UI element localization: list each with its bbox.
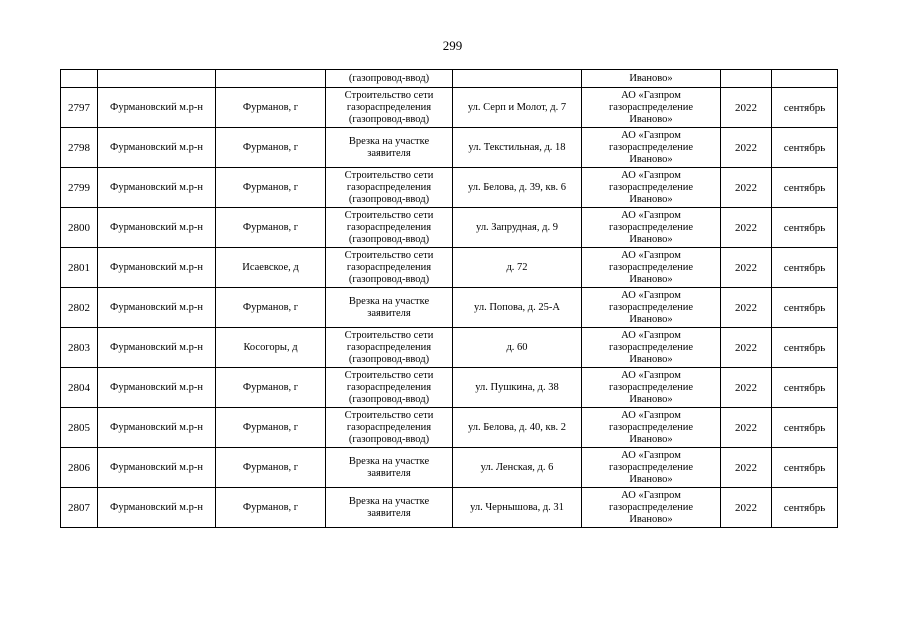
table-row [61,488,838,528]
cell-year: 2022 [721,448,772,488]
cell-settlement [216,70,326,88]
table-row [61,328,838,368]
table-row [61,88,838,128]
cell-work-type [326,168,453,208]
cell-address: ул. Серп и Молот, д. 7 [453,88,582,128]
cell-settlement: Исаевское, д [216,248,326,288]
cell-district: Фурмановский м.р-н [98,368,216,408]
cell-work-type [326,448,453,488]
cell-work-type-line: Строительство сети [344,89,434,101]
cell-contractor-line: газораспределение [608,501,694,513]
cell-district [98,70,216,88]
cell-work-type [326,328,453,368]
cell-contractor-line: АО «Газпром [621,489,681,501]
table-body [61,70,838,528]
cell-year: 2022 [721,328,772,368]
cell-contractor-line: газораспределение [608,341,694,353]
cell-work-type-line: Строительство сети [344,409,434,421]
cell-num: 2803 [61,328,98,368]
cell-work-type-line: газораспределения [346,181,432,193]
cell-contractor-line: Иваново» [629,113,673,125]
cell-month: сентябрь [772,208,838,248]
cell-address: д. 72 [453,248,582,288]
cell-contractor-line: газораспределение [608,461,694,473]
cell-contractor [582,288,721,328]
cell-settlement: Фурманов, г [216,488,326,528]
continuation-row [61,70,838,88]
cell-contractor [582,128,721,168]
cell-work-type-line: газораспределения [346,381,432,393]
cell-contractor [582,368,721,408]
cell-address: ул. Белова, д. 39, кв. 6 [453,168,582,208]
cell-num: 2798 [61,128,98,168]
cell-work-type-line: заявителя [367,307,411,319]
cell-address: д. 60 [453,328,582,368]
cell-work-type-line: заявителя [367,467,411,479]
cell-district: Фурмановский м.р-н [98,408,216,448]
cell-address: ул. Ленская, д. 6 [453,448,582,488]
cell-work-type-line: (газопровод-ввод) [348,393,430,405]
cell-work-type-line: Строительство сети [344,209,434,221]
cell-address: ул. Чернышова, д. 31 [453,488,582,528]
cell-num: 2801 [61,248,98,288]
cell-contractor-line: Иваново» [629,193,673,205]
cell-contractor [582,408,721,448]
cell-contractor [582,328,721,368]
cell-year: 2022 [721,408,772,448]
cell-contractor-line: АО «Газпром [621,329,681,341]
cell-work-type-line: заявителя [367,147,411,159]
cell-district: Фурмановский м.р-н [98,208,216,248]
cell-work-type [326,368,453,408]
cell-work-type-line: (газопровод-ввод) [348,233,430,245]
cell-contractor-line: АО «Газпром [621,249,681,261]
cell-work-type-line: Врезка на участке [348,455,430,467]
cell-contractor-line: Иваново» [629,273,673,285]
cell-work-type [326,88,453,128]
cell-year: 2022 [721,168,772,208]
cell-year: 2022 [721,208,772,248]
cell-contractor [582,448,721,488]
cell-settlement: Фурманов, г [216,128,326,168]
cell-month: сентябрь [772,488,838,528]
cell-contractor [582,88,721,128]
cell-work-type-line: газораспределения [346,261,432,273]
cell-district: Фурмановский м.р-н [98,248,216,288]
cell-month: сентябрь [772,328,838,368]
cell-work-type-line: заявителя [367,507,411,519]
table-row [61,128,838,168]
cell-contractor [582,488,721,528]
cell-contractor-line: АО «Газпром [621,369,681,381]
cell-work-type-line: газораспределения [346,101,432,113]
cell-contractor-line: АО «Газпром [621,129,681,141]
cell-contractor-line: газораспределение [608,141,694,153]
cell-year: 2022 [721,248,772,288]
cell-year: 2022 [721,288,772,328]
cell-address: ул. Белова, д. 40, кв. 2 [453,408,582,448]
cell-contractor-line: АО «Газпром [621,409,681,421]
cell-settlement: Фурманов, г [216,168,326,208]
cell-num [61,70,98,88]
cell-year: 2022 [721,488,772,528]
cell-contractor-line: газораспределение [608,421,694,433]
page-number: 299 [442,38,463,53]
cell-contractor-line: Иваново» [629,153,673,165]
cell-work-type [326,488,453,528]
cell-num: 2805 [61,408,98,448]
cell-district: Фурмановский м.р-н [98,88,216,128]
cell-contractor-line: Иваново» [629,433,673,445]
cell-work-type-line: (газопровод-ввод) [348,193,430,205]
cell-contractor-line: Иваново» [629,513,673,525]
cell-contractor-line: Иваново» [629,313,673,325]
cell-contractor-line: газораспределение [608,181,694,193]
cell-work-type [326,208,453,248]
cell-num: 2804 [61,368,98,408]
cell-month: сентябрь [772,408,838,448]
cell-work-type [326,248,453,288]
cell-work-type-line: (газопровод-ввод) [348,273,430,285]
cell-year: 2022 [721,128,772,168]
cell-contractor [582,208,721,248]
cell-contractor-line: Иваново» [629,233,673,245]
cell-contractor-line: АО «Газпром [621,209,681,221]
cell-contractor-line: газораспределение [608,301,694,313]
cell-address [453,70,582,88]
cell-contractor [582,248,721,288]
cell-contractor-line: газораспределение [608,101,694,113]
table-row [61,448,838,488]
table-row [61,248,838,288]
cell-settlement: Косогоры, д [216,328,326,368]
cell-district: Фурмановский м.р-н [98,288,216,328]
cell-work-type [326,128,453,168]
cell-work-type-line: (газопровод-ввод) [348,113,430,125]
cell-contractor-line: Иваново» [629,393,673,405]
cell-contractor-line: АО «Газпром [621,89,681,101]
cell-work-type-line: Строительство сети [344,369,434,381]
cell-work-type [326,408,453,448]
cell-year [721,70,772,88]
cell-work-type: (газопровод-ввод) [326,70,453,88]
table-row [61,288,838,328]
cell-month: сентябрь [772,168,838,208]
cell-address: ул. Попова, д. 25-А [453,288,582,328]
cell-settlement: Фурманов, г [216,88,326,128]
cell-contractor: Иваново» [582,70,721,88]
cell-work-type [326,288,453,328]
cell-address: ул. Запрудная, д. 9 [453,208,582,248]
cell-contractor-line: Иваново» [629,353,673,365]
cell-contractor [582,168,721,208]
table-row [61,208,838,248]
cell-district: Фурмановский м.р-н [98,128,216,168]
cell-contractor-line: газораспределение [608,221,694,233]
cell-contractor-line: газораспределение [608,381,694,393]
cell-num: 2807 [61,488,98,528]
cell-work-type-line: газораспределения [346,341,432,353]
cell-month: сентябрь [772,88,838,128]
cell-settlement: Фурманов, г [216,208,326,248]
cell-num: 2799 [61,168,98,208]
cell-settlement: Фурманов, г [216,368,326,408]
cell-work-type-line: (газопровод-ввод) [348,433,430,445]
cell-work-type-line: Врезка на участке [348,135,430,147]
cell-address: ул. Пушкина, д. 38 [453,368,582,408]
cell-work-type-line: Врезка на участке [348,495,430,507]
cell-work-type-line: газораспределения [346,421,432,433]
cell-address: ул. Текстильная, д. 18 [453,128,582,168]
cell-num: 2797 [61,88,98,128]
cell-year: 2022 [721,88,772,128]
cell-settlement: Фурманов, г [216,288,326,328]
gasification-table [60,69,838,528]
cell-settlement: Фурманов, г [216,408,326,448]
cell-district: Фурмановский м.р-н [98,168,216,208]
cell-work-type-line: (газопровод-ввод) [348,353,430,365]
cell-district: Фурмановский м.р-н [98,448,216,488]
cell-contractor-line: Иваново» [629,473,673,485]
cell-contractor-line: АО «Газпром [621,169,681,181]
cell-work-type-line: Строительство сети [344,169,434,181]
cell-num: 2802 [61,288,98,328]
cell-year: 2022 [721,368,772,408]
cell-district: Фурмановский м.р-н [98,488,216,528]
cell-district: Фурмановский м.р-н [98,328,216,368]
cell-settlement: Фурманов, г [216,448,326,488]
cell-num: 2806 [61,448,98,488]
cell-work-type-line: Строительство сети [344,249,434,261]
cell-contractor-line: АО «Газпром [621,289,681,301]
cell-work-type-line: газораспределения [346,221,432,233]
table-row [61,168,838,208]
cell-month: сентябрь [772,448,838,488]
cell-month: сентябрь [772,248,838,288]
cell-work-type-line: Строительство сети [344,329,434,341]
table-row [61,368,838,408]
table-row [61,408,838,448]
cell-month: сентябрь [772,288,838,328]
cell-work-type-line: Врезка на участке [348,295,430,307]
cell-contractor-line: газораспределение [608,261,694,273]
cell-month: сентябрь [772,368,838,408]
cell-contractor-line: АО «Газпром [621,449,681,461]
cell-month [772,70,838,88]
cell-num: 2800 [61,208,98,248]
cell-month: сентябрь [772,128,838,168]
